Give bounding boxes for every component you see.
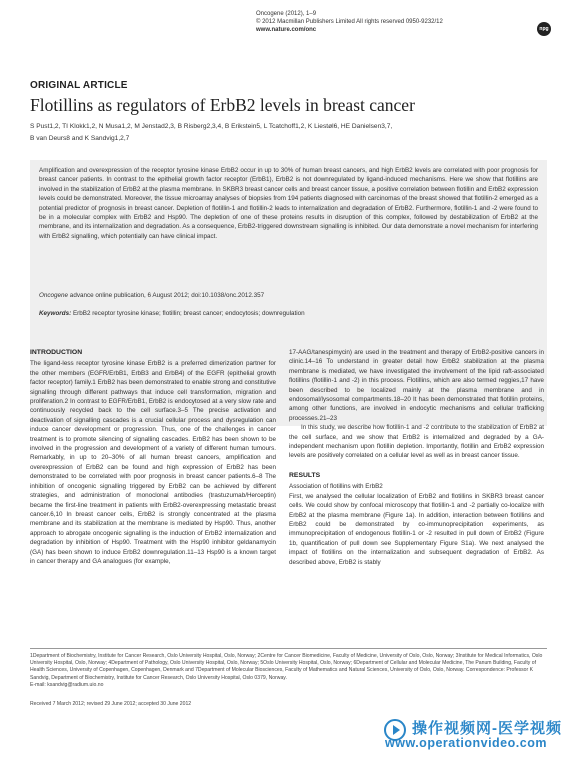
keywords-text: ErbB2 receptor tyrosine kinase; flotillin; breast cancer; endocytosis; downregulation [71,310,305,317]
journal-url[interactable]: www.nature.com/onc [256,27,317,33]
results-subheading: Association of flotillins with ErbB2 [289,483,383,491]
journal-header [256,10,443,34]
results-heading: RESULTS [289,471,321,479]
received-line: Received 7 March 2012; revised 29 June 2012; accepted 30 June 2012 [30,701,192,707]
authors-line-2: B van Deurs8 and K Sandvig1,2,7 [30,135,130,142]
left-column [30,348,276,566]
footnote-divider [30,648,547,649]
intro-heading: INTRODUCTION [30,349,83,356]
abstract-text: Amplification and overexpression of the receptor tyrosine kinase ErbB2 occur in up to 30% of human breast cancers, and high ErbB2 levels are correlated with poor prognosis for breast cancer patients. In contrast to the epithelial growth factor receptor (ErbB1), ErbB2 is not downregulated by ligand-induced mechanisms. Here we show that flotillins are involved in the stabilization of ErbB2 at the plasma membrane. In SKBR3 breast cancer cells and breast cancer tissue, a positive correlation between flotillin and ErbB2 expression levels could be demonstrated. Moreover, the tissue microarray analyses of biopsies from 194 patients diagnosed with carcinomas of the breast showed that flotillin-2 emerged as a potential predictor of prognosis in breast cancer. Depletion of flotillin-1 and flotillin-2 leads to internalization and degradation of ErbB2. Furthermore, flotillin-1 and -2 were found to be in a molecular complex with ErbB2 and Hsp90. The depletion of one of these proteins results in disruption of this complex, followed by destabilization of ErbB2 at the membrane, and its internalization and degradation. As a consequence, ErbB2-triggered downstream signalling is inhibited. Our data demonstrate a novel mechanism for interfering with ErbB2 signalling, which potentially can have clinical impact. [39,167,538,240]
citation-journal: Oncogene [39,292,69,299]
right-column [289,348,544,567]
affiliations-footnote [30,653,547,689]
author-list [30,121,550,145]
intro-text: The ligand-less receptor tyrosine kinase ErbB2 is a preferred dimerization partner for the other members (EGFR/ErbB1, ErbB3 and ErbB4) of the EGFR (epithelial growth factor receptor) family.1 ErbB2 has been demonstrated to enable strong and constitutive signalling through different pathways that induce cell transformation, migration and proliferation.2 In contrast to EGFR/ErbB1, ErbB2 is endocytosed at a very slow rate and continuously recycled back to the cell surface.3–5 The precise activation and deactivation of signalling cascades is a crucial cellular process and dysregulation can induce cancer development or progression. Thus, one of the challenges in cancer treatment is to promote silencing of signalling cascades. ErbB2 has been shown to be involved in the progression and development of a variety of different human tumours. Remarkably, in up to 20–30% of all human breast cancers, amplification and overexpression of ErbB2 can be found and high expression of ErbB2 has been demonstrated to be correlated with poor prognosis in breast cancer patients.6–8 The inhibition of oncogenic signalling triggered by ErbB2 can be achieved by different strategies, and administration of monoclonal antibodies (trastuzumab/Herceptin) became the first-line treatment in patients with ErbB2-overexpressing metastatic breast cancer.6,10 In breast cancer cells, ErbB2 is strongly concentrated at the plasma membrane and its stabilization at the membrane is mediated by Hsp90. Thus, another approach to abrogate oncogenic signalling is the induction of ErbB2 internalization and degradation by inhibition of Hsp90. Treatment with the Hsp90 inhibitor geldanamycin (GA) has been shown to induce ErbB2 downregulation.11–13 Hsp90 is a known target in cancer therapy and GA analogues (for example, [30,360,276,565]
citation-details: advance online publication, 6 August 2012; doi:10.1038/onc.2012.357 [68,292,265,299]
right-para-1: 17-AAG/tanespimycin) are used in the treatment and therapy of ErbB2-positive cancers in clinic.14–16 To understand in greater detail how ErbB2 stabilization at the plasma membrane is mediated, we have investigated the involvement of the lipid raft-associated flotillins (flotillin-1 and -2) in this process. Flotillins, which are also termed reggies,17 have been described to be localized mainly at the plasma membrane and in endosomal/lysosomal compartments.18–20 It has been demonstrated that flotillin proteins, among other functions, are involved in endocytic mechanisms and cellular trafficking processes.21–23 [289,349,544,422]
keywords-label: Keywords: [39,310,72,317]
email-line[interactable]: E-mail: ksandvig@radium.uio.no [30,681,104,688]
results-text: First, we analysed the cellular localization of ErbB2 and flotillins in SKBR3 breast cancer cells. We could show by confocal microscopy that flotillin-1 and -2 partially co-localize with ErbB2 at the plasma membrane (Figure 1a). In addition, interaction between flotillins and ErbB2 could be demonstrated by co-immunoprecipitation experiments, as immunoprecipitation of endogenous flotillin-1 or -2 resulted in pull down of ErbB2 (Figure 1b, quantification of pull down see Supplementary Figure S1a). We next analysed the impact of flotillins on the internalization and subsequent degradation of ErbB2. As described above, ErbB2 is stably [289,492,544,566]
journal-line: Oncogene (2012), 1–9 [256,11,317,17]
authors-line-1: S Pust1,2, TI Klokk1,2, N Musa1,2, M Jenstad2,3, B Risberg2,3,4, B Erikstein5, L Tcatchoff1,2, K Liestøl6, HE Danielsen3,7, [30,123,393,130]
article-title: Flotillins as regulators of ErbB2 levels in breast cancer [30,95,415,115]
watermark-url: www.operationvideo.com [385,736,547,750]
copyright-line: © 2012 Macmillan Publishers Limited All rights reserved 0950-9232/12 [256,19,443,25]
watermark-title: 操作视频网-医学视频 [412,720,562,737]
article-type: ORIGINAL ARTICLE [30,80,128,91]
right-para-2: In this study, we describe how flotillin-1 and -2 contribute to the stabilization of ErbB2 at the cell surface, and we show that ErbB2 is internalized and degraded by a GA-independent mechanism upon flotillin depletion. Importantly, flotillin and ErbB2 expression levels are positively correlated on a cellular level as well as in breast cancer tissue. [289,424,544,460]
citation-line [39,292,264,299]
affiliations-text: 1Department of Biochemistry, Institute for Cancer Research, Oslo University Hospital, Oslo, Norway; 2Centre for Cancer Biomedicine, Faculty of Medicine, University of Oslo, Oslo, Norway; 3Institute for Medical Informatics, Oslo University Hospital, Oslo, Norway; 4Department of Pathology, Oslo University Hospital, Oslo, Norway; 5Oslo University Hospital, Oslo, Norway; 6Department of Cellular and Molecular Medicine, The Panum Building, Faculty of Health Sciences, University of Copenhagen, Copenhagen, Denmark and 7Department of Molecular Biosciences, Faculty of Mathematics and Natural Sciences, University of Oslo, Oslo, Norway. Correspondence: Professor K Sandvig, Department of Biochemistry, Institute for Cancer Research, Oslo University Hospital, Oslo 0379, Norway. [30,653,543,681]
keywords-line [39,310,305,317]
npg-logo: npg [537,22,551,36]
